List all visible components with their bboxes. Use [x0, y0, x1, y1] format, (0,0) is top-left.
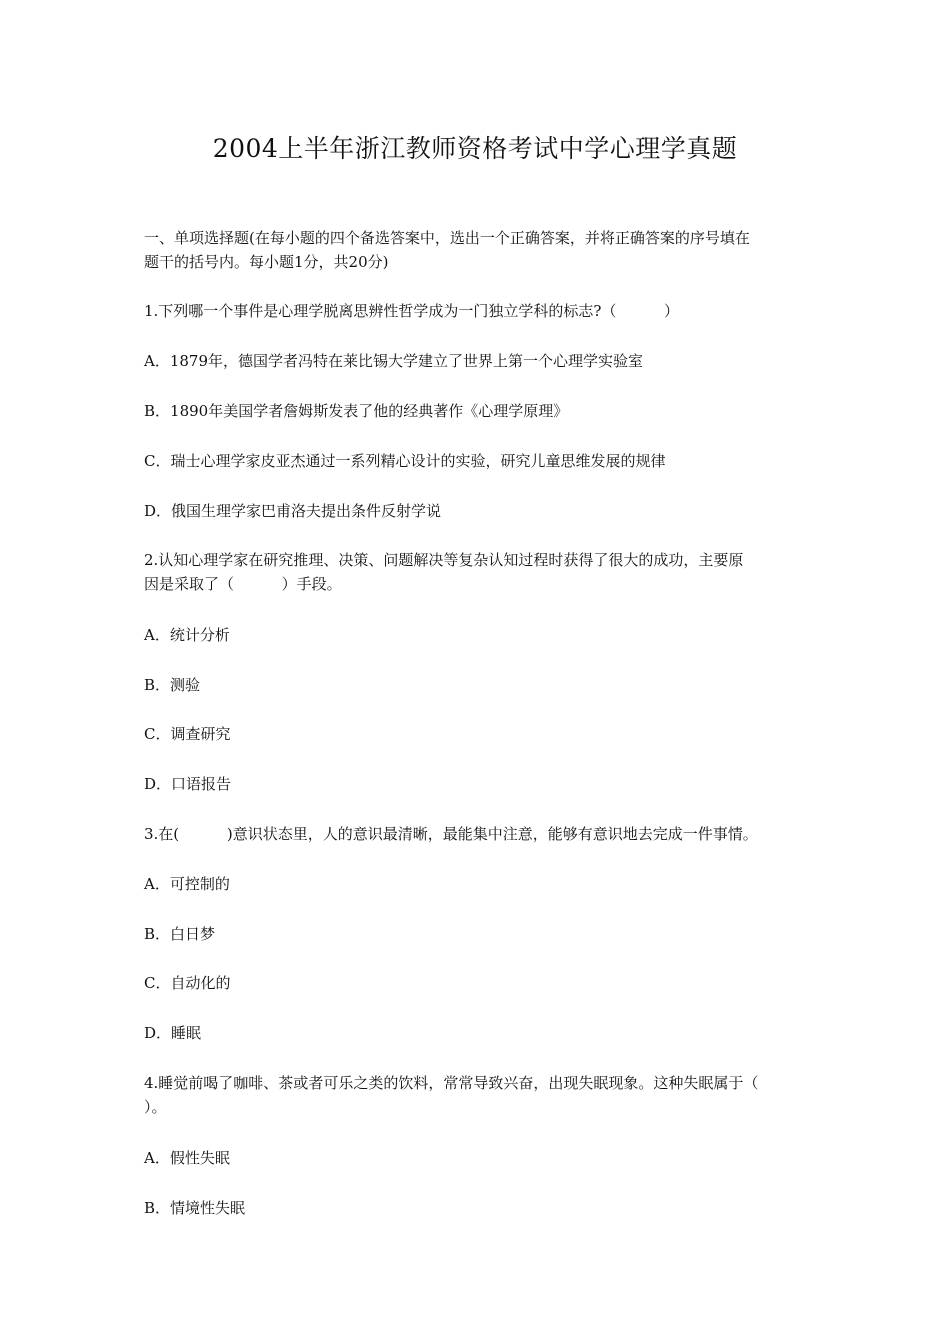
question-1-option-d: D．俄国生理学家巴甫洛夫提出条件反射学说 [144, 502, 442, 520]
question-2-option-a: A．统计分析 [144, 626, 230, 644]
document-title: 2004上半年浙江教师资格考试中学心理学真题 [212, 134, 738, 163]
question-4-option-b: B．情境性失眠 [144, 1199, 246, 1217]
question-3-option-d: D．睡眠 [144, 1024, 202, 1042]
section-heading [144, 226, 814, 274]
section-heading-line: 题干的括号内。每小题1分，共20分) [144, 253, 389, 271]
question-4-option-a: A．假性失眠 [144, 1149, 230, 1167]
section-heading-line: 一、单项选择题(在每小题的四个备选答案中，选出一个正确答案，并将正确答案的序号填在 [144, 229, 750, 247]
question-stem-line: 4.睡觉前喝了咖啡、茶或者可乐之类的饮料，常常导致兴奋，出现失眠现象。这种失眠属于（ [144, 1074, 759, 1092]
question-3-option-a: A．可控制的 [144, 875, 230, 893]
question-2-option-c: C．调查研究 [144, 725, 231, 743]
question-4-stem [144, 1071, 814, 1119]
question-stem-line: 因是采取了（ ）手段。 [144, 575, 342, 593]
question-1-option-a: A．1879年，德国学者冯特在莱比锡大学建立了世界上第一个心理学实验室 [144, 352, 644, 370]
question-3-option-c: C．自动化的 [144, 974, 231, 992]
question-stem-line: 2.认知心理学家在研究推理、决策、问题解决等复杂认知过程时获得了很大的成功，主要原 [144, 551, 744, 569]
question-2-stem [144, 548, 814, 596]
question-stem-line: ）。 [144, 1098, 167, 1116]
question-1-option-c: C．瑞士心理学家皮亚杰通过一系列精心设计的实验，研究儿童思维发展的规律 [144, 452, 666, 470]
question-3-stem: 3.在( )意识状态里，人的意识最清晰，最能集中注意，能够有意识地去完成一件事情。 [144, 825, 758, 843]
question-2-option-d: D．口语报告 [144, 775, 232, 793]
question-1-stem: 1.下列哪一个事件是心理学脱离思辨性哲学成为一门独立学科的标志?（ ） [144, 302, 680, 320]
question-1-option-b: B．1890年美国学者詹姆斯发表了他的经典著作《心理学原理》 [144, 402, 569, 420]
question-3-option-b: B．白日梦 [144, 925, 216, 943]
question-2-option-b: B．测验 [144, 676, 201, 694]
